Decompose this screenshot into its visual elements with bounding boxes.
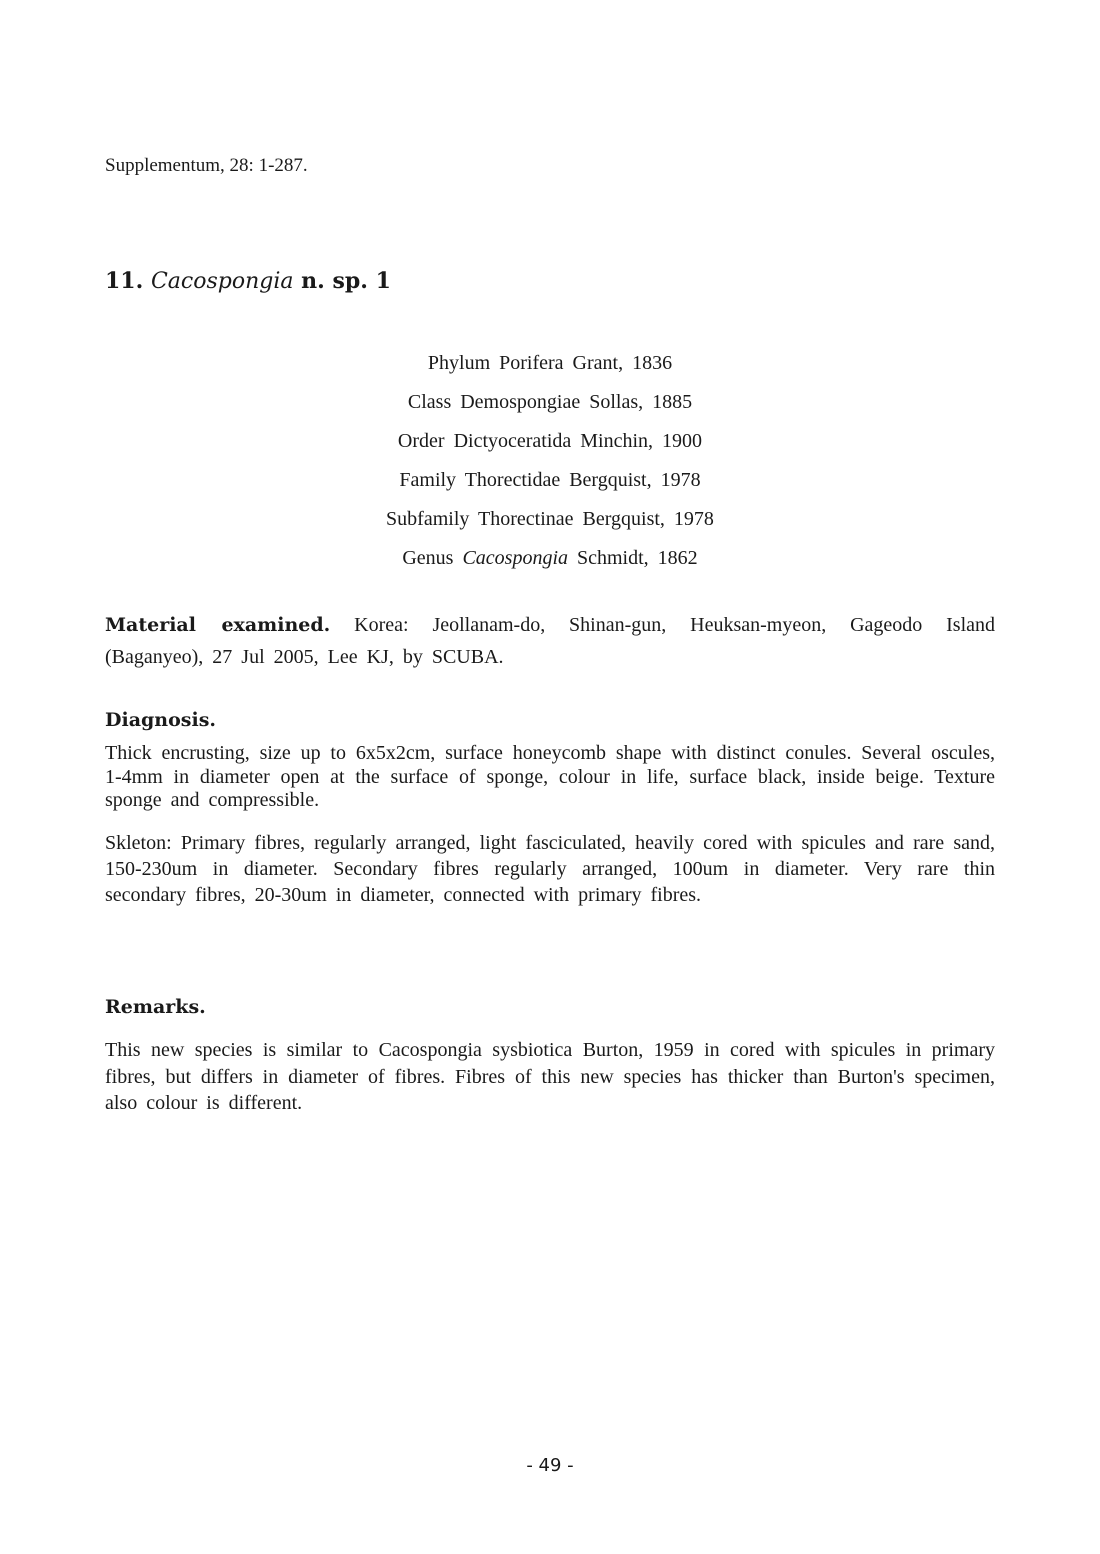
species-number: 11. — [105, 268, 144, 294]
diagnosis-title: Diagnosis. — [105, 709, 217, 731]
taxonomy-genus-name: Cacospongia — [462, 547, 568, 569]
taxonomy-genus — [250, 539, 850, 578]
remarks-title: Remarks. — [105, 996, 206, 1018]
taxonomy-order: Order Dictyoceratida Minchin, 1900 — [397, 430, 703, 452]
taxonomy-list — [250, 344, 850, 578]
taxonomy-subfamily: Subfamily Thorectinae Bergquist, 1978 — [386, 508, 714, 530]
remarks-text: This new species is similar to Cacospongia sysbiotica Burton, 1959 in cored with spicules in primary fibres, but differs in diameter of fibres. Fibres of this new species has thicker than Burton's specimen, also colour is different. — [105, 1039, 995, 1114]
species-heading — [105, 268, 995, 294]
diagnosis-text: Thick encrusting, size up to 6x5x2cm, surface honeycomb shape with distinct conules. Several oscules, 1-4mm in diameter open at the surface of sponge, colour in life, surface black, inside beige. Texture sponge and compressible. — [105, 742, 995, 811]
material-examined — [105, 609, 995, 673]
page-number: - 49 - — [526, 1455, 574, 1476]
material-label: Material examined. — [105, 614, 331, 636]
taxonomy-phylum: Phylum Porifera Grant, 1836 — [427, 352, 673, 374]
taxonomy-genus-authority: Schmidt, 1862 — [577, 547, 698, 569]
skeleton-text: Skleton: Primary fibres, regularly arranged, light fasciculated, heavily cored with spicules and rare sand, 150-230um in diameter. Secondary fibres regularly arranged, 100um in diameter. Very rare thin secondary fibres, 20-30um in diameter, connected with primary fibres. — [105, 832, 995, 906]
taxonomy-family: Family Thorectidae Bergquist, 1978 — [399, 469, 701, 491]
taxonomy-genus-prefix: Genus — [402, 547, 454, 569]
material-text: Korea: Jeollanam-do, Shinan-gun, Heuksan-myeon, Gageodo Island (Baganyeo), 27 Jul 2005, Lee KJ, by SCUBA. — [105, 614, 996, 668]
species-designation: n. sp. 1 — [301, 268, 391, 294]
taxonomy-class: Class Demospongiae Sollas, 1885 — [407, 391, 693, 413]
species-genus: Cacospongia — [150, 269, 294, 294]
reference-continuation: Supplementum, 28: 1-287. — [105, 155, 308, 176]
